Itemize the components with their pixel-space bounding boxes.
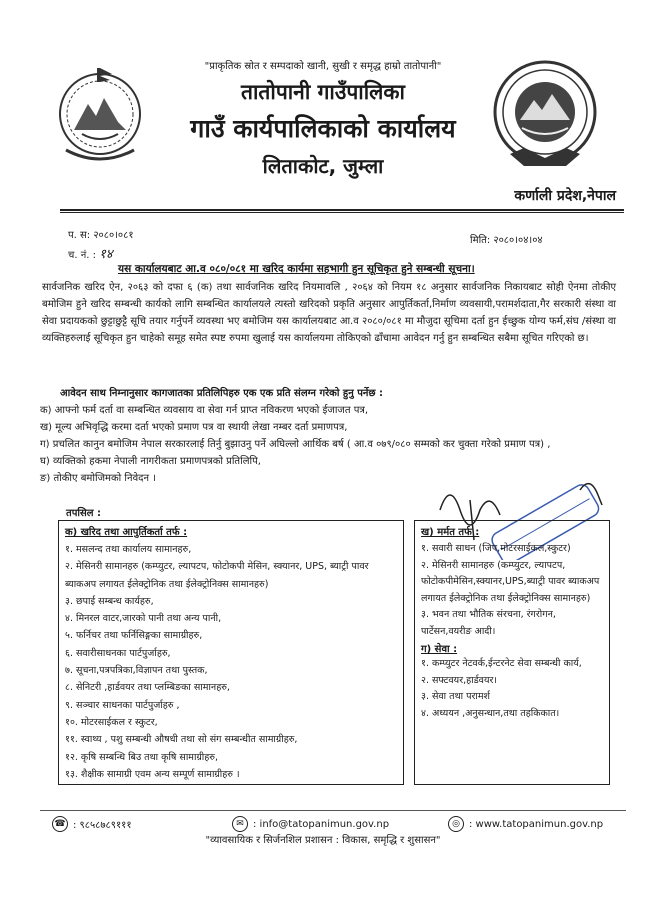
footer-divider [40, 810, 626, 811]
list-item: ३. भवन तथा भौतिक संरचना, रंगरोगन, पार्टेसन,वयरीङ आदी। [421, 609, 556, 637]
requirement-item: ङ) तोकीए बमोजिमको निवेदन । [40, 473, 156, 484]
header-divider-thin [60, 212, 624, 213]
repair-services-box [414, 520, 610, 785]
list-item: ५. फर्निचर तथा फर्निसिङ्गका सामाग्रीहरु, [65, 630, 203, 642]
municipality-name: तातोपानी गाउँपालिका [241, 80, 405, 104]
email-address[interactable]: : info@tatopanimun.gov.np [253, 818, 390, 830]
list-item: ८. सेनिटरी ,हार्डवयर तथा प्लम्बिङका सामानहरु, [65, 682, 230, 694]
list-item: २. मेसिनरी सामानहरु (कम्प्युटर, ल्यापटप, फोटोकपी मेसिन, स्क्यानर, UPS, ब्याट्री पावर ब्याकअप लगायत ईलेक्ट्रोनिक तथा ईलेक्ट्रोनिक्स सामानहरु) [65, 561, 369, 590]
footer-website[interactable] [448, 816, 603, 832]
list-item: २. मेसिनरी सामानहरु (कम्प्युटर, ल्यापटप, फोटोकपीमेसिन,स्क्यानर,UPS,ब्याट्री पावर ब्याकअप लगायत ईलेक्ट्रोनिक तथा ईलेक्ट्रोनिक्स सामानहरु) [421, 559, 600, 604]
header-motto: "प्राकृतिक स्रोत र सम्पदाको खानी, सुखी र समृद्ध हाम्रो तातोपानी" [204, 61, 442, 72]
list-item: १२. कृषि सम्बन्धि बिउ तथा कृषि सामाग्रीहरु, [65, 751, 219, 763]
list-item: ३. सेवा तथा परामर्श [421, 691, 491, 702]
requirements-heading: आवेदन साथ निम्नानुसार कागजातका प्रतिलिपिहरु एक एक प्रति संलग्न गरेको हुनु पर्नेछ : [60, 388, 383, 399]
list-item: १३. शैक्षीक सामाग्री एवम अन्य सम्पूर्ण सामाग्रीहरु । [65, 768, 240, 780]
services-list [415, 656, 609, 722]
list-item: १. मसलन्द तथा कार्यालय सामानहरु, [65, 544, 192, 555]
footer-phone [52, 816, 132, 832]
requirement-item: ख) मूल्य अभिवृद्धि करमा दर्ता भएको प्रमाण पत्र वा स्थायी लेखा नम्बर दर्ता प्रमाणपत्र, [40, 422, 348, 433]
list-item: १. कम्प्युटर नेटवर्क,ईन्टरनेट सेवा सम्बन्धी कार्य, [421, 658, 582, 669]
phone-icon: ☎ [52, 816, 68, 832]
list-item: १०. मोटरसाईकल र स्कुटर, [65, 716, 158, 728]
office-name: गाउँ कार्यपालिकाको कार्यालय [190, 114, 456, 143]
office-location: लिताकोट, जुम्ला [262, 154, 384, 178]
notice-subject: यस कार्यालयबाट आ.व ०८०/०८१ मा खरिद कार्यमा सहभागी हुन सूचिकृत हुने सम्बन्धी सूचना। [118, 263, 475, 275]
province-name: कर्णाली प्रदेश,नेपाल [514, 188, 616, 204]
requirement-item: क) आफ्नो फर्म दर्ता वा सम्बन्धित व्यवसाय वा सेवा गर्न प्राप्त नविकरण भएको ईजाजत पत्र, [40, 405, 369, 416]
phone-number: : ९८५८७८९१११ [73, 820, 132, 831]
list-item: १. सवारी साधन (जिप,मोटरसाईकल,स्कुटर) [421, 543, 571, 554]
requirement-item: ग) प्रचलित कानुन बमोजिम नेपाल सरकारलाई तिर्नु बुझाउनु पर्ने अघिल्लो आर्थिक बर्ष ( आ.व ०७९/०८० सम्मको कर चुक्ता गरेको प्रमाण पत्र) , [40, 439, 551, 450]
list-item: २. सफ्टवयर,हार्डवयर। [421, 674, 497, 686]
notice-body: सार्वजनिक खरिद ऐन, २०६३ को दफा ६ (क) तथा सार्वजनिक खरिद नियमावलि , २०६४ को नियम १८ अनुसार सार्वजनिक निकायबाट सोही ऐनमा तोकीए बमोजिम हुने खरिद सम्बन्धी कार्यको लागि सम्बन्धित कार्यालयले त्यस्तो खरिदको प्रकृति अनुसार आपुर्तिकर्ता,निर्माण व्यवसायी,परामर्शदाता,गैर सरकारी संस्था वा सेवा प्रदायकको छुट्टाछुट्टै सूचि तयार गर्नुपर्ने व्यवस्था भए बमोजिम यस कार्यालयबाट आ.व २०८०/०८१ मा मौजुदा सूचिमा दर्ता हुन ईच्छुक योग्य फर्म,संघ /संस्था वा व्यक्तिहरुलाई सूचिकृत हुन चाहेको समूह समेत स्पष्ट रुपमा खुलाई यस कार्यालयमा तोकिएको ढाँचामा आवेदन गर्नु हुन सम्बन्धित सबैमा सूचित गरिएको छ। [42, 282, 616, 344]
list-item: ४. अध्ययन ,अनुसन्धान,तथा तहकिकात। [421, 707, 560, 719]
email-icon: ✉ [232, 816, 248, 832]
list-item: ७. सूचना,पत्रपत्रिका,विज्ञापन तथा पुस्तक, [65, 665, 208, 677]
services-title: ग) सेवा : [421, 644, 458, 655]
requirement-item: घ) व्यक्तिको हकमा नेपाली नागरीकता प्रमाणपत्रको प्रतिलिपि, [40, 456, 261, 467]
tapsil-label: तपसिल : [66, 508, 101, 519]
dispatch-number [68, 244, 113, 262]
list-item: ३. छपाई सम्बन्ध कार्यहरु, [65, 595, 154, 607]
list-item: ९. सञ्चार साधनका पार्टपुर्जाहरु , [65, 699, 180, 711]
reference-number: प. स: २०८०।०८१ [68, 230, 134, 241]
footer-email[interactable] [232, 816, 389, 832]
procurement-list [59, 541, 403, 783]
list-item: ४. मिनरल वाटर,जारको पानी तथा अन्य पानी, [65, 613, 222, 625]
dispatch-handwritten: १४ [99, 247, 113, 262]
repair-list [415, 541, 609, 640]
repair-title: ख) मर्मत तर्फ : [421, 527, 480, 538]
dispatch-label: च. नं. : [68, 250, 96, 261]
website-url[interactable]: : www.tatopanimun.gov.np [469, 818, 604, 830]
procurement-box [58, 520, 404, 785]
letter-date: मिति: २०८०।०४।०४ [470, 235, 543, 246]
footer-motto: "व्यावसायिक र सिर्जनशिल प्रशासन : विकास, समृद्धि र शुसासन" [205, 835, 441, 846]
list-item: ११. स्वाथ्य , पशु सम्बन्धी औषधी तथा सो संग सम्बन्धीत सामाग्रीहरु, [65, 734, 298, 746]
globe-icon: ◎ [448, 816, 464, 832]
header-divider [60, 209, 624, 211]
procurement-title: क) खरिद तथा आपुर्तिकर्ता तर्फ : [65, 527, 188, 538]
list-item: ६. सवारीसाधनका पार्टपुर्जाहरु, [65, 647, 171, 659]
